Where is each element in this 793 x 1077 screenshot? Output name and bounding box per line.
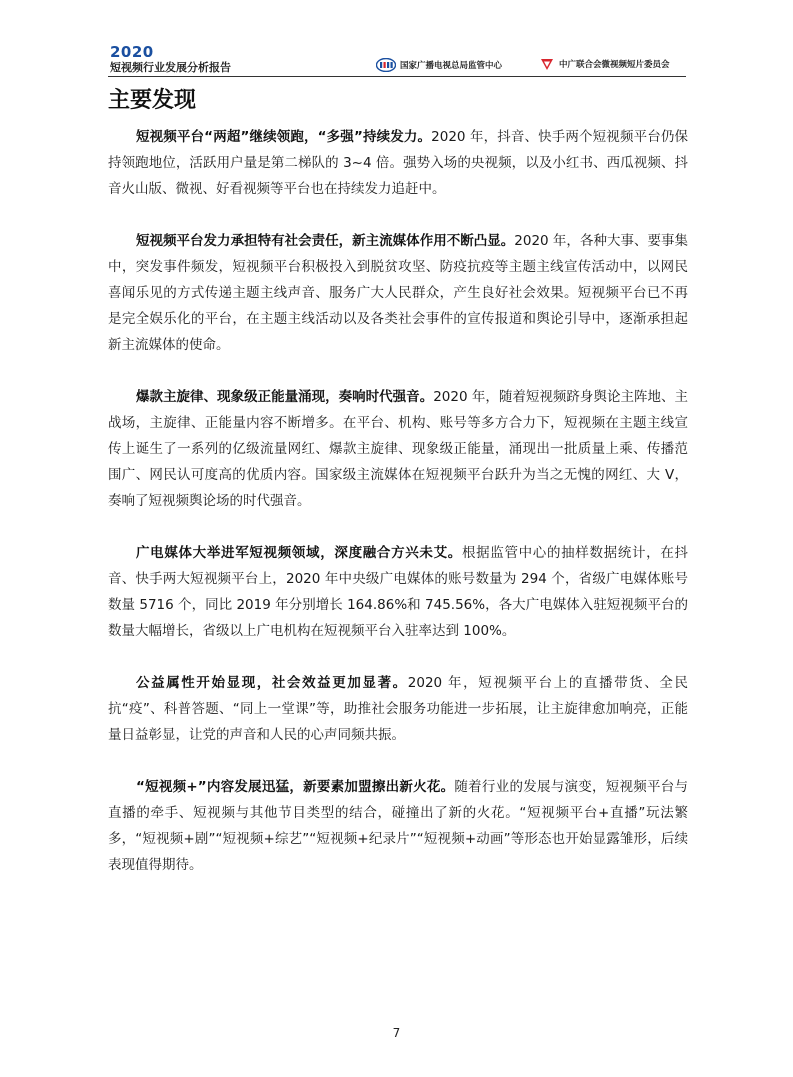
finding-body: 2020 年，各种大事、要事集中，突发事件频发，短视频平台积极投入到脱贫攻坚、防疫抗疫等主题主线宣传活动中，以网民喜闻乐见的方式传递主题主线声音、服务广大人民群众，产生良好社会效果。短视频平台已不再是完全娱乐化的平台，在主题主线活动以及各类社会事件的宣传报道和舆论引导中，逐渐承担起新主流媒体的使命。 [108, 233, 689, 353]
org2-name: 中广联合会微视频短片委员会 [559, 60, 670, 70]
finding-title: 广电媒体大举进军短视频领域，深度融合方兴未艾。 [136, 545, 462, 561]
ncrt-monitor-logo-icon [376, 58, 396, 72]
finding-title: 公益属性开始显现，社会效益更加显著。 [136, 675, 408, 691]
finding-body: 根据监管中心的抽样数据统计，在抖音、快手两大短视频平台上，2020 年中央级广电媒体的账号数量为 294 个，省级广电媒体账号数量 5716 个，同比 2019 年分别增长 164.86%和 745.56%，各大广电媒体入驻短视频平台的数量大幅增长，省级以上广电机构在短视频平台入驻率达到 100%。 [108, 545, 689, 639]
finding-title: 爆款主旋律、现象级正能量涌现，奏响时代强音。 [136, 389, 434, 405]
finding-paragraph [108, 540, 688, 644]
org1-block [376, 58, 502, 72]
report-title: 短视频行业发展分析报告 [110, 61, 231, 74]
finding-title: “短视频+”内容发展迅猛，新要素加盟擦出新火花。 [136, 779, 455, 795]
finding-paragraph [108, 228, 688, 358]
finding-paragraph [108, 774, 688, 878]
finding-body: 随着行业的发展与演变，短视频平台与直播的牵手、短视频与其他节目类型的结合，碰撞出了新的火花。“短视频平台+直播”玩法繁多，“短视频+剧”“短视频+综艺”“短视频+纪录片”“短视频+动画”等形态也开始显露雏形，后续表现值得期待。 [108, 779, 688, 873]
finding-body: 2020 年，抖音、快手两个短视频平台仍保持领跑地位，活跃用户量是第二梯队的 3~4 倍。强势入场的央视频，以及小红书、西瓜视频、抖音火山版、微视、好看视频等平台也在持续发力追赶中。 [108, 129, 688, 197]
finding-paragraph [108, 384, 688, 514]
finding-body: 2020 年，短视频平台上的直播带货、全民抗“疫”、科普答题、“同上一堂课”等，助推社会服务功能进一步拓展，让主旋律愈加响亮，正能量日益彰显，让党的声音和人民的心声同频共振。 [108, 675, 689, 743]
main-content [108, 86, 688, 904]
finding-title: 短视频平台发力承担特有社会责任，新主流媒体作用不断凸显。 [136, 233, 515, 249]
page-header [0, 0, 793, 80]
cfa-microvideo-logo-icon [540, 57, 554, 71]
finding-paragraph [108, 124, 688, 202]
finding-paragraph [108, 670, 688, 748]
org1-name: 国家广播电视总局监管中心 [400, 61, 503, 71]
section-title: 主要发现 [108, 88, 197, 113]
finding-title: 短视频平台“两超”继续领跑，“多强”持续发力。 [136, 129, 432, 145]
header-divider [108, 76, 686, 77]
finding-body: 2020 年，随着短视频跻身舆论主阵地、主战场，主旋律、正能量内容不断增多。在平台、机构、账号等多方合力下，短视频在主题主线宣传上诞生了一系列的亿级流量网红、爆款主旋律、现象级正能量，涌现出一批质量上乘、传播范围广、网民认可度高的优质内容。国家级主流媒体在短视频平台跃升为当之无愧的网红、大 V，奏响了短视频舆论场的时代强音。 [108, 389, 688, 509]
org2-block [540, 57, 670, 71]
report-year: 2020 [110, 43, 154, 61]
page-number: 7 [392, 1026, 401, 1040]
